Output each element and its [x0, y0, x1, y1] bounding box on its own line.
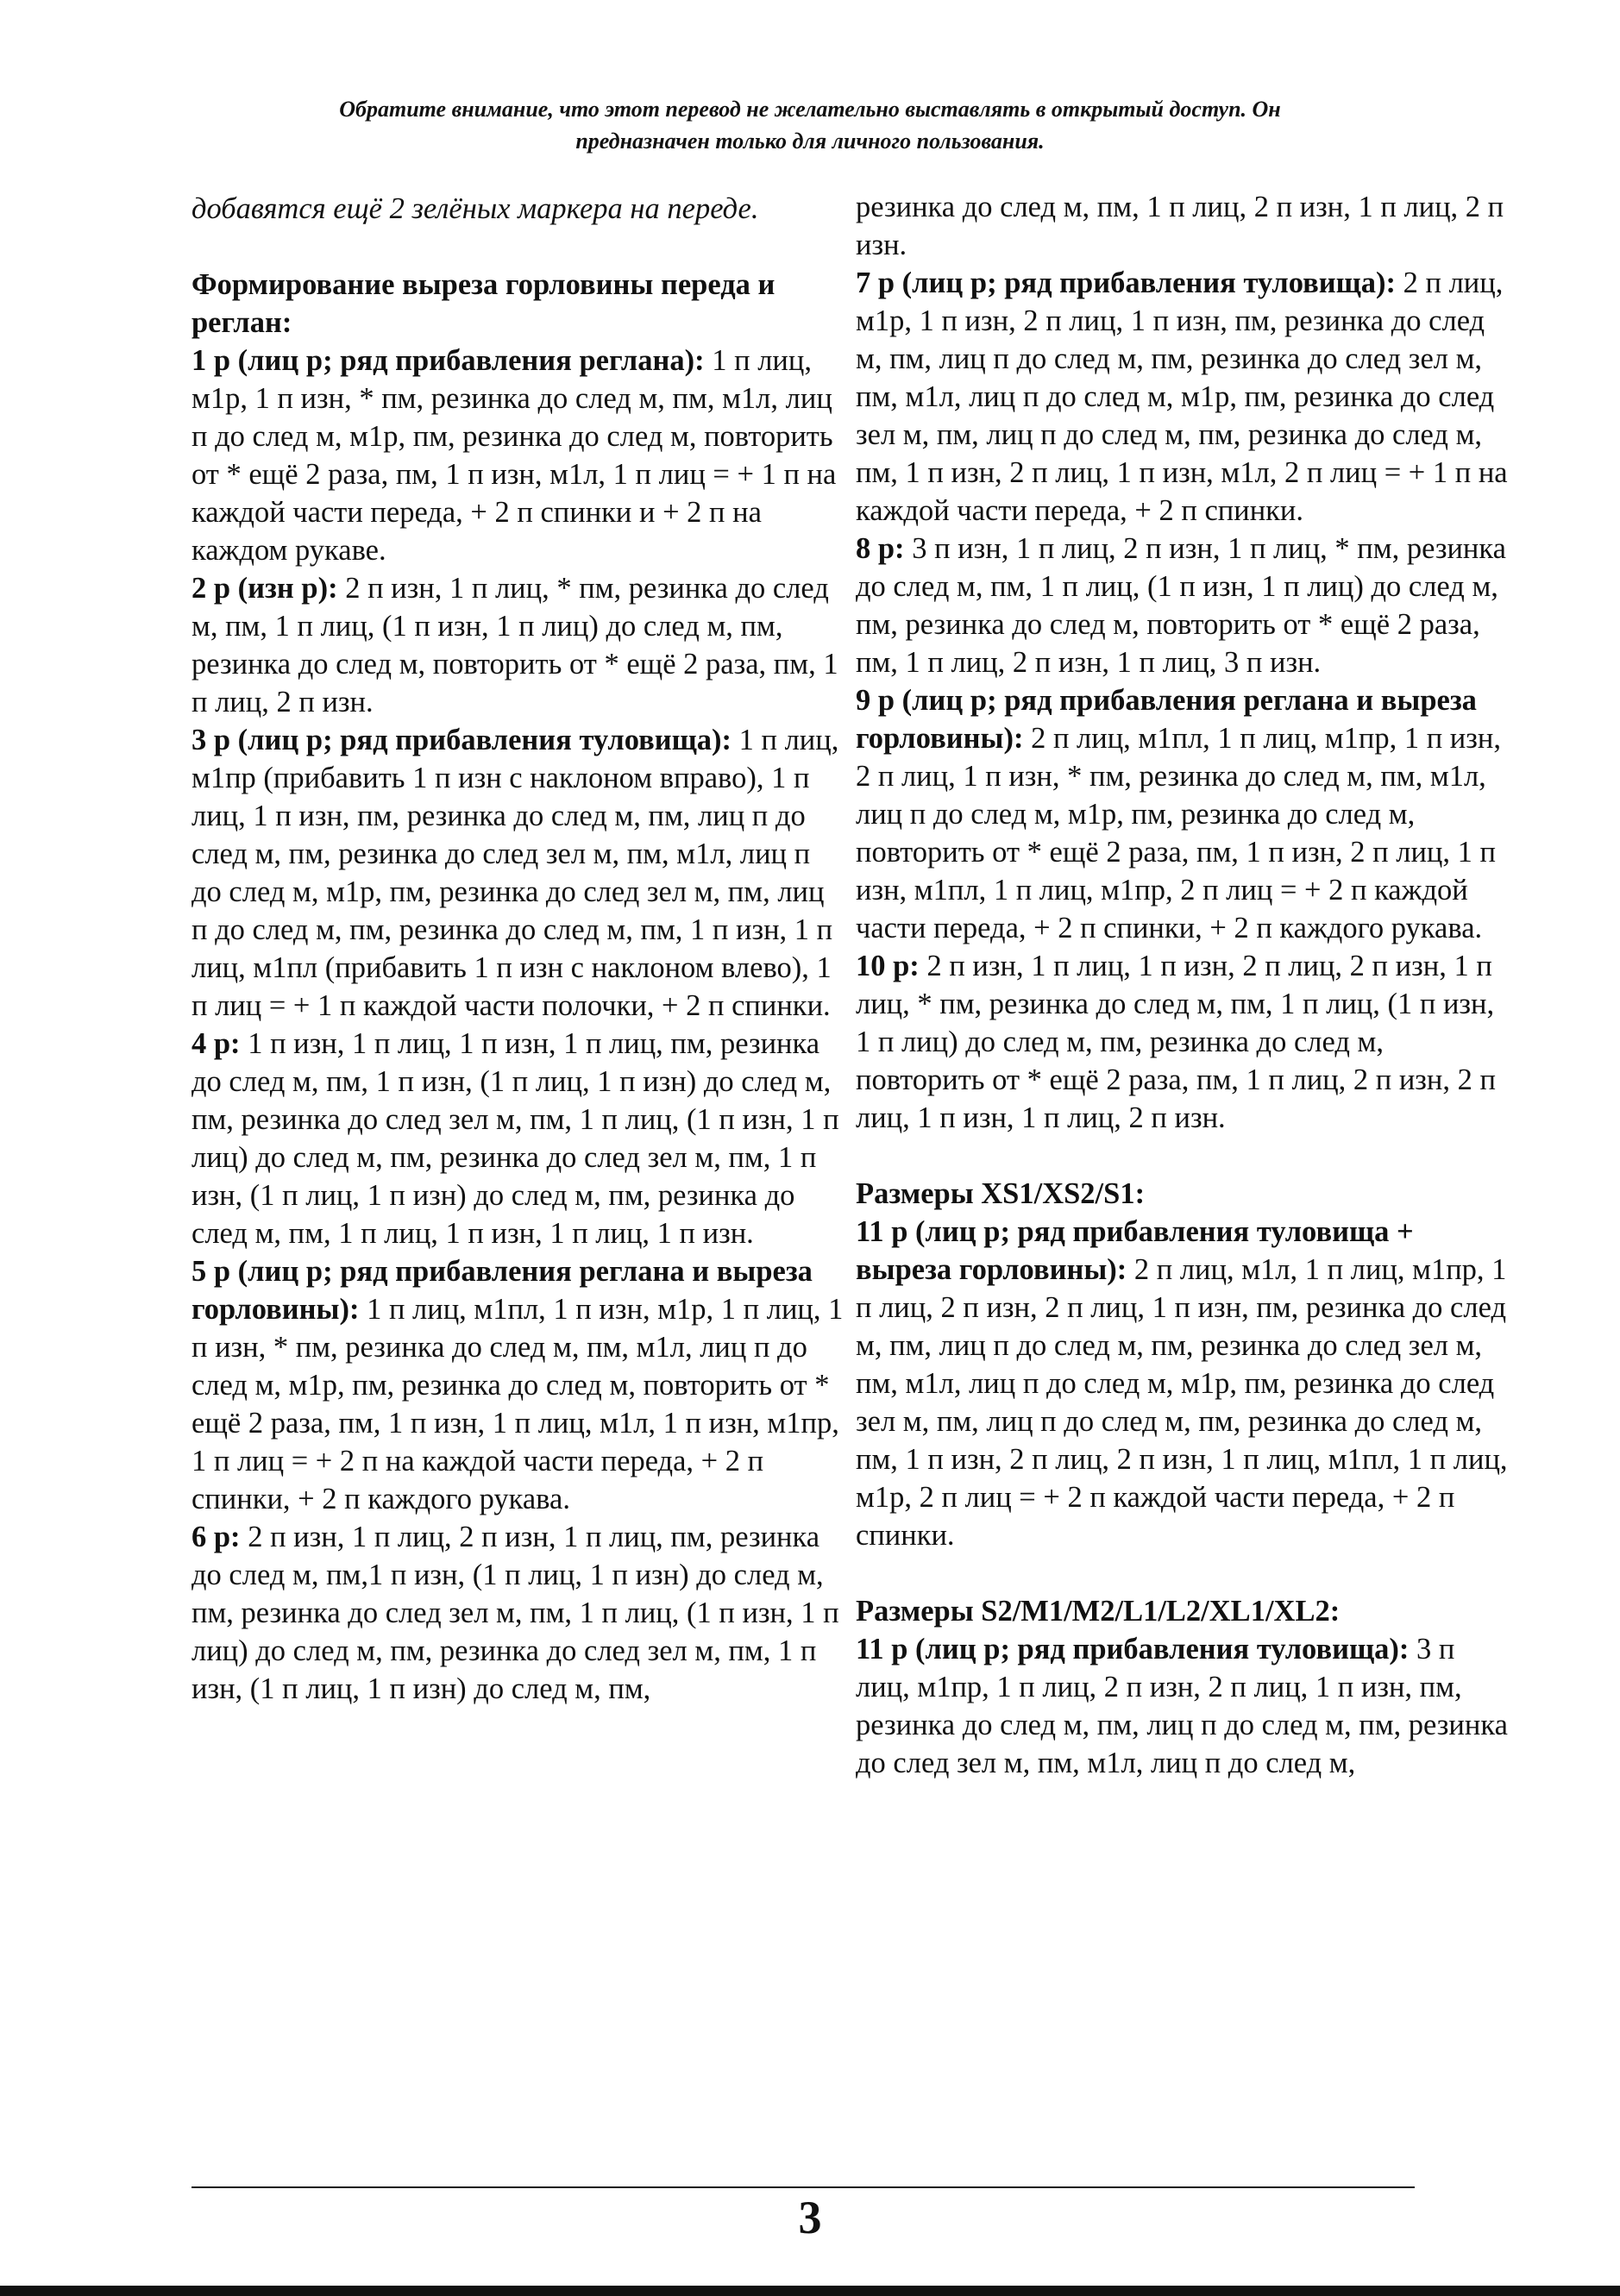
- row-text: 1 п изн, 1 п лиц, 1 п изн, 1 п лиц, пм, резинка до след м, пм, 1 п изн, (1 п лиц, 1 п изн) до след м, пм, резинка до след зел м, пм, 1 п лиц, (1 п изн, 1 п лиц) до след м, пм, резинка до след зел м, пм, 1 п изн, (1 п лиц, 1 п изн) до след м, пм, резинка до след м, пм, 1 п лиц, 1 п изн, 1 п лиц, 1 п изн.: [192, 1027, 839, 1250]
- row-label: 6 р:: [192, 1521, 241, 1553]
- right-column: [856, 188, 1511, 1782]
- row-text: 1 п лиц, м1пр (прибавить 1 п изн с наклоном вправо), 1 п лиц, 1 п изн, пм, резинка до след м, пм, лиц п до след м, пм, резинка до след зел м, пм, м1л, лиц п до след м, м1р, пм, резинка до след зел м, пм, лиц п до след м, пм, резинка до след м, пм, 1 п изн, 1 п лиц, м1пл (прибавить 1 п изн с наклоном влево), 1 п лиц = + 1 п каждой части полочки, + 2 п спинки.: [192, 724, 839, 1022]
- row-text: 3 п лиц, м1пр, 1 п лиц, 2 п изн, 2 п лиц, 1 п изн, пм, резинка до след м, пм, лиц п до след м, пм, резинка до след зел м, пм, м1л, лиц п до след м,: [856, 1633, 1508, 1779]
- pattern-row-8: [856, 530, 1511, 681]
- row-text: 2 п лиц, м1л, 1 п лиц, м1пр, 1 п лиц, 2 п изн, 2 п лиц, 1 п изн, пм, резинка до след м, пм, лиц п до след м, пм, резинка до след зел м, пм, м1л, лиц п до след м, м1р, пм, резинка до след зел м, пм, лиц п до след м, пм, резинка до след м, пм, 1 п изн, 2 п лиц, 2 п изн, 1 п лиц, м1пл, 1 п лиц, м1р, 2 п лиц = + 2 п каждой части переда, + 2 п спинки.: [856, 1253, 1508, 1552]
- pattern-row-5: [192, 1252, 847, 1518]
- pattern-row-10: [856, 947, 1511, 1137]
- intro-text: добавятся ещё 2 зелёных маркера на переде.: [192, 192, 759, 225]
- spacer: [856, 1554, 1511, 1592]
- row-label: 2 р (изн р):: [192, 572, 338, 605]
- pattern-row-6: [192, 1518, 847, 1708]
- row-text: 2 п изн, 1 п лиц, 2 п изн, 1 п лиц, пм, резинка до след м, пм,1 п изн, (1 п лиц, 1 п изн) до след м, пм, резинка до след зел м, пм, 1 п лиц, (1 п изн, 1 п лиц) до след м, пм, резинка до след зел м, пм, 1 п изн, (1 п лиц, 1 п изн) до след м, пм,: [192, 1521, 839, 1705]
- header-line-1: Обратите внимание, что этот перевод не желательно выставлять в открытый доступ. Он: [339, 97, 1281, 122]
- pattern-row-2: [192, 569, 847, 721]
- pattern-row-11-small-sizes: [856, 1213, 1511, 1554]
- header-line-2: предназначен только для личного пользования.: [575, 129, 1045, 154]
- pattern-row-1: [192, 342, 847, 569]
- row-label: 5 р (лиц р; ряд прибавления реглана и выреза горловины):: [192, 1255, 813, 1326]
- spacer: [856, 1137, 1511, 1175]
- sizes-heading-s2-xl2: Размеры S2/M1/M2/L1/L2/XL1/XL2:: [856, 1595, 1341, 1628]
- row-text: 1 п лиц, м1р, 1 п изн, * пм, резинка до след м, пм, м1л, лиц п до след м, м1р, пм, резинка до след м, повторить от * ещё 2 раза, пм, 1 п изн, м1л, 1 п лиц = + 1 п на каждой части переда, + 2 п спинки и + 2 п на каждом рукаве.: [192, 344, 837, 567]
- row-label: 4 р:: [192, 1027, 241, 1060]
- row-text: 2 п изн, 1 п лиц, * пм, резинка до след м, пм, 1 п лиц, (1 п изн, 1 п лиц) до след м, пм, резинка до след м, повторить от * ещё 2 раза, пм, 1 п лиц, 2 п изн.: [192, 572, 838, 718]
- page-number: 3: [798, 2192, 822, 2243]
- pattern-row-11-large-sizes: [856, 1630, 1511, 1782]
- footer-divider: [192, 2186, 1415, 2188]
- row-text: 2 п лиц, м1р, 1 п изн, 2 п лиц, 1 п изн, пм, резинка до след м, пм, лиц п до след м, пм, резинка до след зел м, пм, м1л, лиц п до след м, м1р, пм, резинка до след зел м, пм, лиц п до след м, пм, резинка до след м, пм, 1 п изн, 2 п лиц, 1 п изн, м1л, 2 п лиц = + 1 п на каждой части переда, + 2 п спинки.: [856, 267, 1508, 527]
- row-label: 3 р (лиц р; ряд прибавления туловища):: [192, 724, 732, 756]
- row-label: 8 р:: [856, 532, 905, 565]
- row-text: 2 п изн, 1 п лиц, 1 п изн, 2 п лиц, 2 п изн, 1 п лиц, * пм, резинка до след м, пм, 1 п лиц, (1 п изн, 1 п лиц) до след м, пм, резинка до след м, повторить от * ещё 2 раза, пм, 1 п лиц, 2 п изн, 2 п лиц, 1 п изн, 1 п лиц, 2 п изн.: [856, 950, 1496, 1134]
- left-column: [192, 190, 847, 1708]
- pattern-row-3: [192, 721, 847, 1025]
- row-label: 10 р:: [856, 950, 920, 982]
- section-heading: Формирование выреза горловины переда и реглан:: [192, 268, 775, 339]
- row-text: 2 п лиц, м1пл, 1 п лиц, м1пр, 1 п изн, 2 п лиц, 1 п изн, * пм, резинка до след м, пм, м1л, лиц п до след м, м1р, пм, резинка до след м, повторить от * ещё 2 раза, пм, 1 п изн, 2 п лиц, 1 п изн, м1пл, 1 п лиц, м1пр, 2 п лиц = + 2 п каждой части переда, + 2 п спинки, + 2 п каждого рукава.: [856, 722, 1501, 944]
- pattern-row-9: [856, 681, 1511, 947]
- sizes-heading-xs-s1: Размеры XS1/XS2/S1:: [856, 1177, 1146, 1210]
- page-header-notice: [173, 93, 1447, 157]
- row-label: 9 р (лиц р; ряд прибавления реглана и выреза горловины):: [856, 684, 1477, 755]
- row-label: 1 р (лиц р; ряд прибавления реглана):: [192, 344, 705, 377]
- pattern-row-7: [856, 264, 1511, 530]
- spacer: [192, 228, 847, 266]
- continuation-text: резинка до след м, пм, 1 п лиц, 2 п изн, 1 п лиц, 2 п изн.: [856, 191, 1504, 261]
- pattern-row-4: [192, 1025, 847, 1252]
- row-label: 7 р (лиц р; ряд прибавления туловища):: [856, 267, 1396, 299]
- row-label: 11 р (лиц р; ряд прибавления туловища):: [856, 1633, 1410, 1666]
- row-text: 1 п лиц, м1пл, 1 п изн, м1р, 1 п лиц, 1 п изн, * пм, резинка до след м, пм, м1л, лиц п до след м, м1р, пм, резинка до след м, повторить от * ещё 2 раза, пм, 1 п изн, 1 п лиц, м1л, 1 п изн, м1пр, 1 п лиц = + 2 п на каждой части переда, + 2 п спинки, + 2 п каждого рукава.: [192, 1293, 844, 1515]
- bottom-edge-bar: [0, 2286, 1620, 2296]
- row-text: 3 п изн, 1 п лиц, 2 п изн, 1 п лиц, * пм, резинка до след м, пм, 1 п лиц, (1 п изн, 1 п лиц) до след м, пм, резинка до след м, повторить от * ещё 2 раза, пм, 1 п лиц, 2 п изн, 1 п лиц, 3 п изн.: [856, 532, 1506, 679]
- row-label: 11 р (лиц р; ряд прибавления туловища + выреза горловины):: [856, 1215, 1414, 1286]
